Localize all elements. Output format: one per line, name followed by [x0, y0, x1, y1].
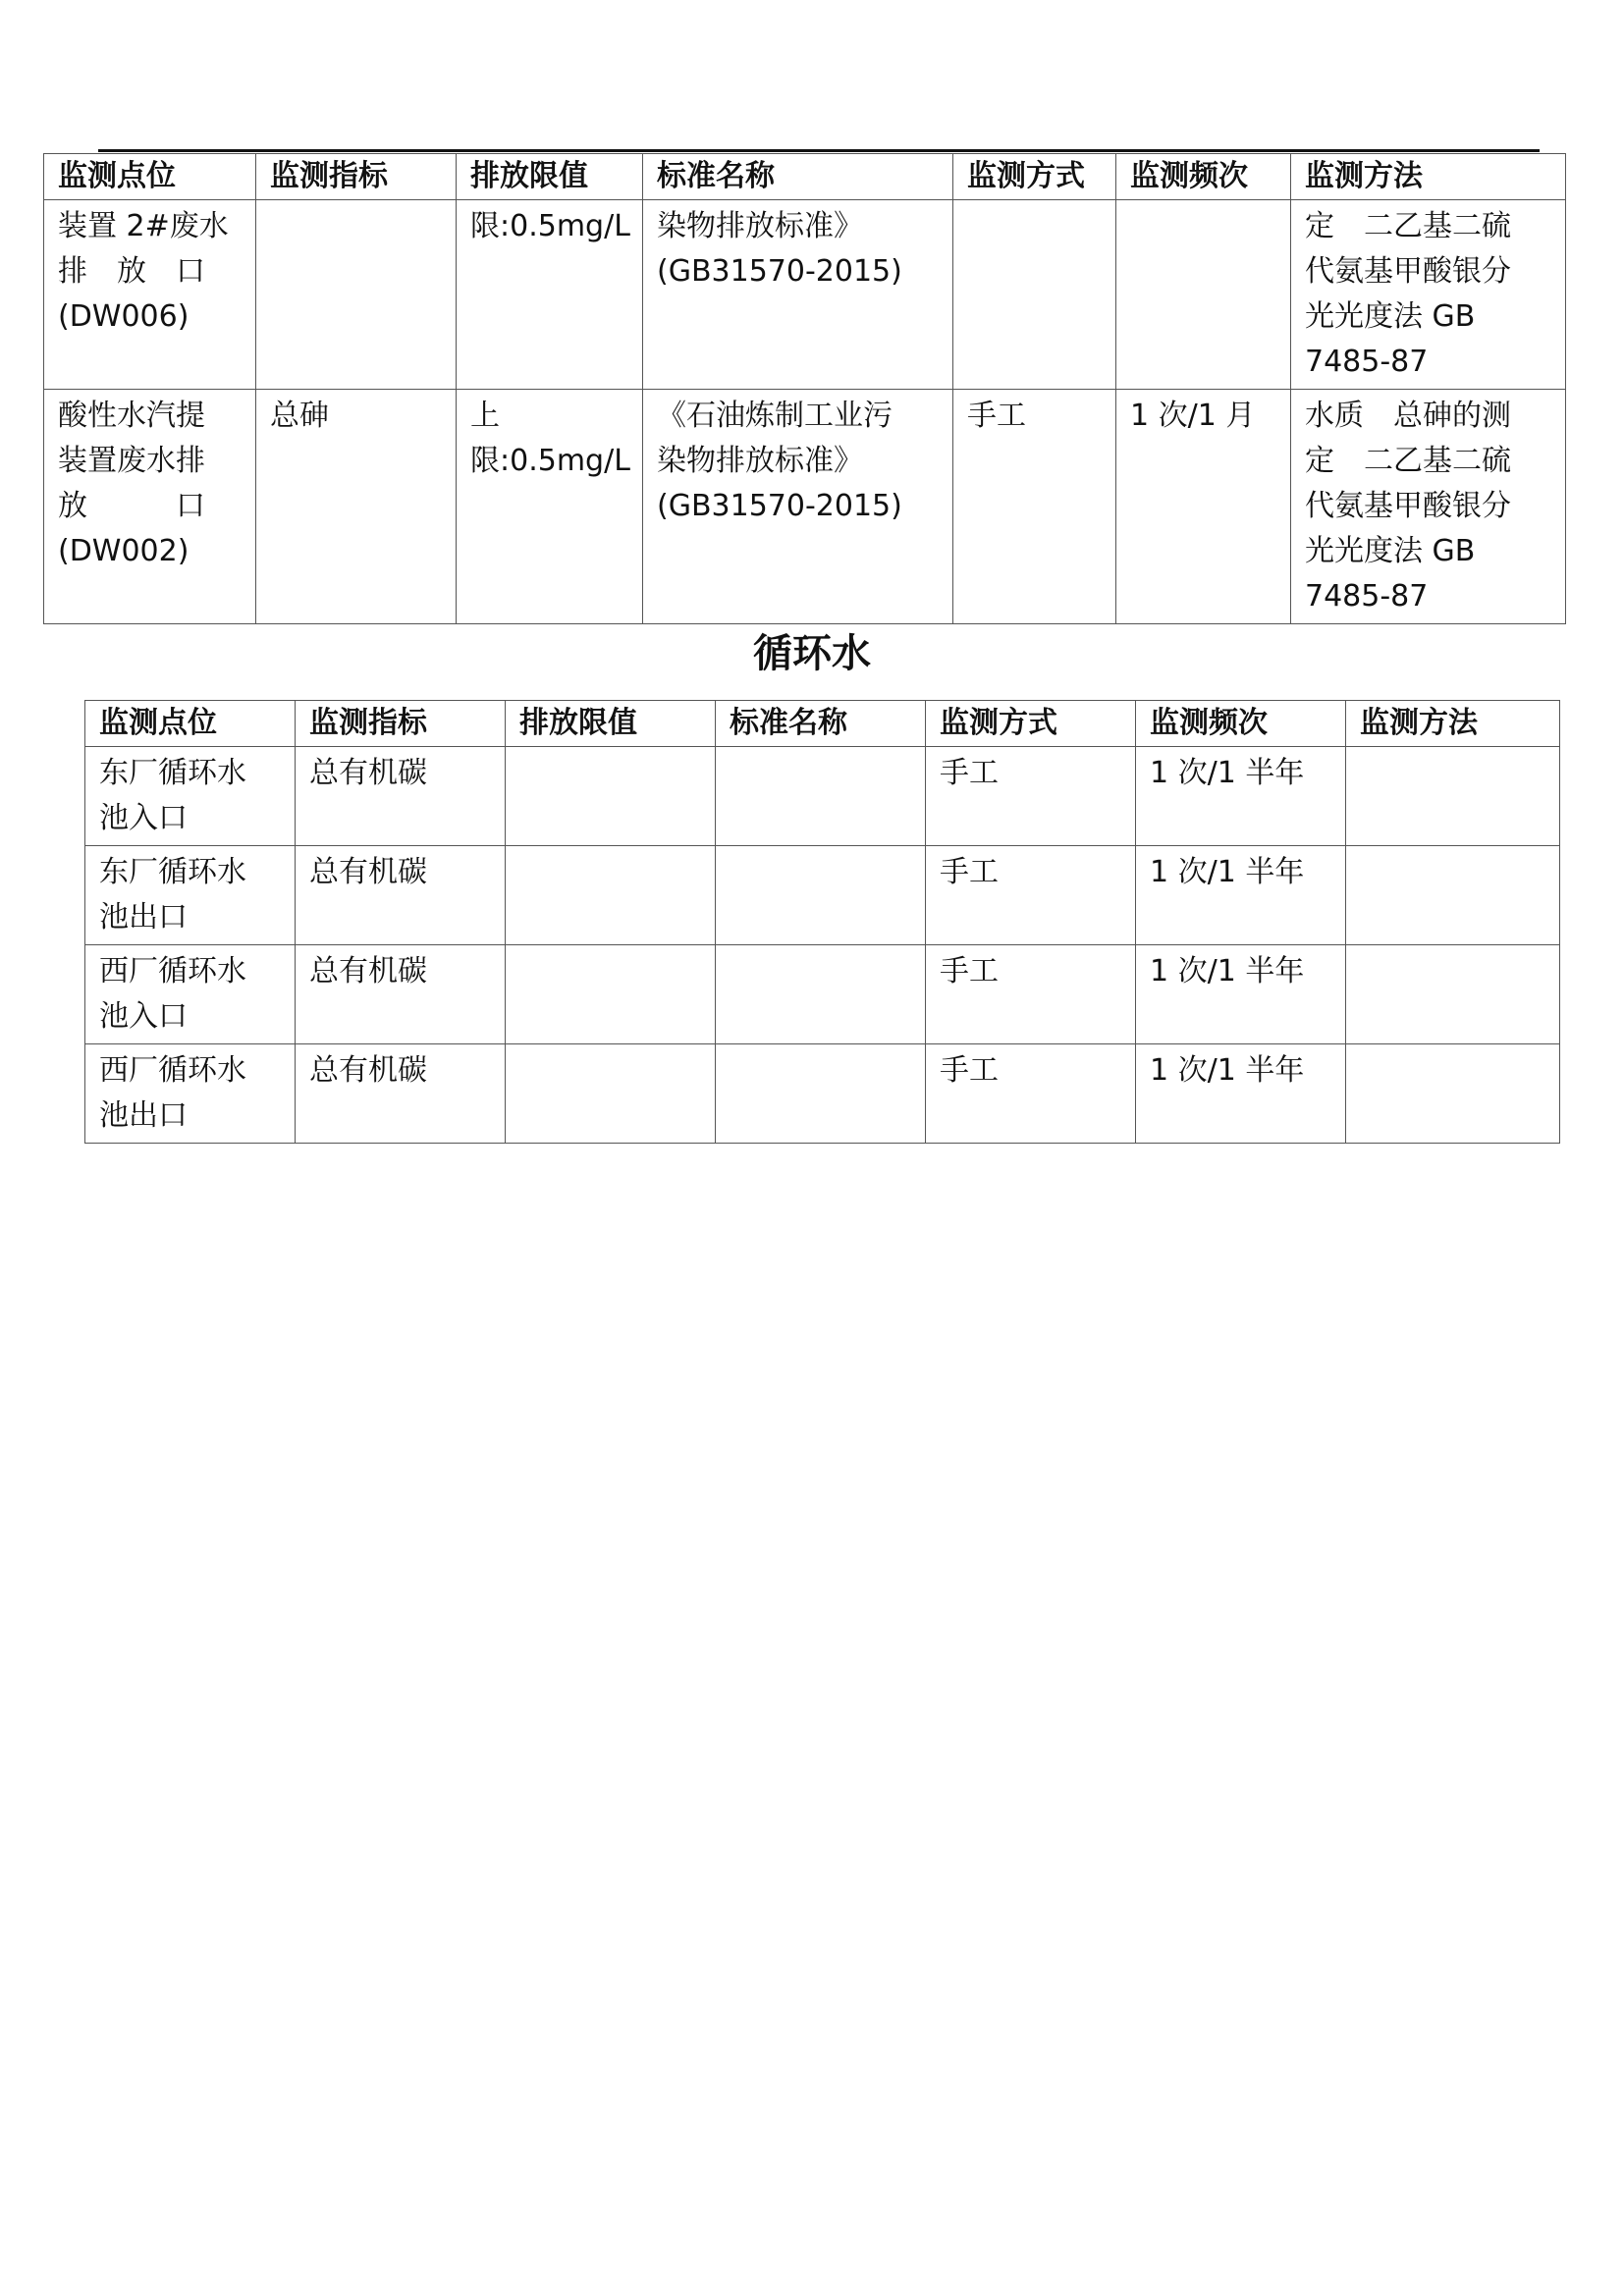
wastewater-monitoring-table — [43, 153, 1566, 624]
header-cell: 监测方法 — [1346, 701, 1560, 747]
cell-mode — [953, 200, 1116, 390]
cell-indicator: 总有机碳 — [296, 1044, 506, 1144]
cell-point: 西厂循环水 池出口 — [85, 1044, 296, 1144]
cell-limit — [506, 747, 716, 846]
cell-standard: 《石油炼制工业污 染物排放标准》 (GB31570-2015) — [643, 390, 953, 624]
table-row — [85, 747, 1560, 846]
header-cell: 监测指标 — [256, 154, 457, 200]
cell-point: 装置 2#废水 排 放 口 (DW006) — [44, 200, 256, 390]
cell-standard — [716, 945, 926, 1044]
cell-mode: 手工 — [926, 747, 1136, 846]
cell-method: 水质 总砷的测 定 二乙基二硫 代氨基甲酸银分 光光度法 GB 7485-87 — [1291, 390, 1566, 624]
cell-limit — [506, 846, 716, 945]
cell-frequency: 1 次/1 半年 — [1136, 747, 1346, 846]
table-row — [85, 1044, 1560, 1144]
section-title: 循环水 — [753, 631, 871, 676]
cell-mode: 手工 — [926, 945, 1136, 1044]
cell-limit — [506, 1044, 716, 1144]
cell-frequency: 1 次/1 半年 — [1136, 846, 1346, 945]
header-cell: 监测频次 — [1136, 701, 1346, 747]
header-cell: 排放限值 — [457, 154, 643, 200]
cell-indicator: 总有机碳 — [296, 945, 506, 1044]
cell-method — [1346, 945, 1560, 1044]
cell-method — [1346, 1044, 1560, 1144]
cell-mode: 手工 — [926, 1044, 1136, 1144]
cell-frequency: 1 次/1 半年 — [1136, 945, 1346, 1044]
table-row — [85, 846, 1560, 945]
table-row — [44, 200, 1566, 390]
cell-mode: 手工 — [926, 846, 1136, 945]
cell-point: 酸性水汽提 装置废水排 放 口 (DW002) — [44, 390, 256, 624]
table-row — [85, 945, 1560, 1044]
cell-method — [1346, 846, 1560, 945]
cell-frequency — [1116, 200, 1291, 390]
header-cell: 监测方式 — [953, 154, 1116, 200]
cell-indicator: 总有机碳 — [296, 846, 506, 945]
cell-limit: 上 限:0.5mg/L — [457, 390, 643, 624]
cell-point: 东厂循环水 池入口 — [85, 747, 296, 846]
header-cell: 监测方法 — [1291, 154, 1566, 200]
header-cell: 监测指标 — [296, 701, 506, 747]
cell-limit — [506, 945, 716, 1044]
header-cell: 排放限值 — [506, 701, 716, 747]
top-rule — [98, 149, 1540, 152]
cell-frequency: 1 次/1 半年 — [1136, 1044, 1346, 1144]
header-cell: 监测方式 — [926, 701, 1136, 747]
header-cell: 监测点位 — [44, 154, 256, 200]
cell-indicator: 总砷 — [256, 390, 457, 624]
cell-indicator — [256, 200, 457, 390]
header-cell: 监测点位 — [85, 701, 296, 747]
cell-method: 定 二乙基二硫 代氨基甲酸银分 光光度法 GB 7485-87 — [1291, 200, 1566, 390]
table-header-row — [85, 701, 1560, 747]
header-cell: 标准名称 — [643, 154, 953, 200]
cell-point: 东厂循环水 池出口 — [85, 846, 296, 945]
circulating-water-table — [84, 700, 1560, 1144]
cell-frequency: 1 次/1 月 — [1116, 390, 1291, 624]
cell-method — [1346, 747, 1560, 846]
cell-standard — [716, 747, 926, 846]
table-row — [44, 390, 1566, 624]
table-header-row — [44, 154, 1566, 200]
cell-mode: 手工 — [953, 390, 1116, 624]
header-cell: 标准名称 — [716, 701, 926, 747]
header-cell: 监测频次 — [1116, 154, 1291, 200]
cell-limit: 限:0.5mg/L — [457, 200, 643, 390]
cell-indicator: 总有机碳 — [296, 747, 506, 846]
cell-point: 西厂循环水 池入口 — [85, 945, 296, 1044]
cell-standard — [716, 846, 926, 945]
cell-standard — [716, 1044, 926, 1144]
cell-standard: 染物排放标准》 (GB31570-2015) — [643, 200, 953, 390]
